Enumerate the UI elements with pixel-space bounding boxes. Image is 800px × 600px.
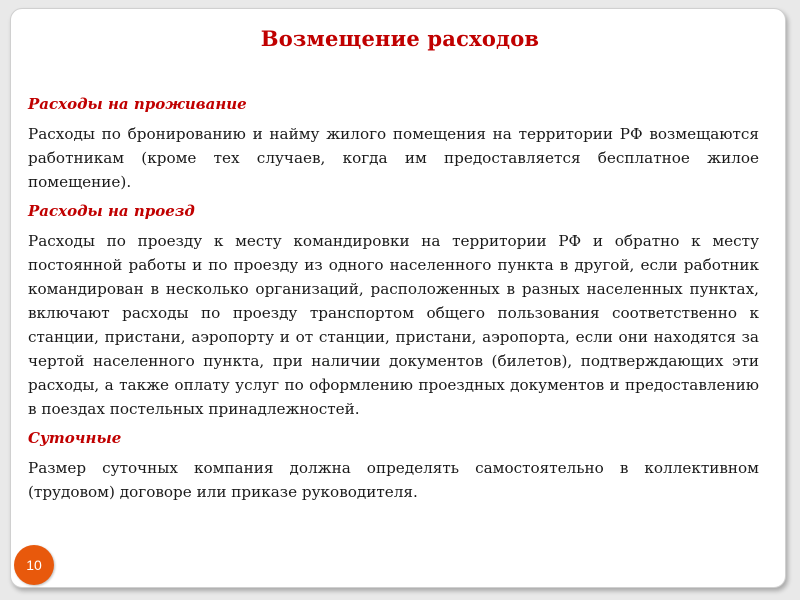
section-per-diem — [28, 427, 759, 504]
section-accommodation — [28, 93, 759, 194]
page-number-badge: 10 — [14, 545, 54, 585]
slide-title: Возмещение расходов — [260, 26, 540, 51]
section-travel — [28, 200, 759, 421]
section-heading: Суточные — [28, 429, 122, 447]
section-body: Расходы по проезду к месту командировки на территории РФ и обратно к месту постоянной работы и по проезду из одного населенного пункта в другой, если работник командирован в несколько организаций, расположенных в разных населенных пунктах, включают расходы по проезду транспортом общего пользования соответственно к станции, пристани, аэропорту и от станции, пристани, аэропорта, если они находятся за чертой населенного пункта, при наличии документов (билетов), подтверждающих эти расходы, а также оплату услуг по оформлению проездных документов и предоставлению в поездах постельных принадлежностей. — [28, 232, 759, 418]
slide-content — [28, 93, 759, 510]
section-heading: Расходы на проживание — [28, 95, 247, 113]
section-body: Расходы по бронированию и найму жилого помещения на территории РФ возмещаются работникам (кроме тех случаев, когда им предоставляется бесплатное жилое помещение). — [28, 125, 759, 191]
section-body: Размер суточных компания должна определять самостоятельно в коллективном (трудовом) договоре или приказе руководителя. — [28, 459, 759, 501]
section-heading: Расходы на проезд — [28, 202, 195, 220]
